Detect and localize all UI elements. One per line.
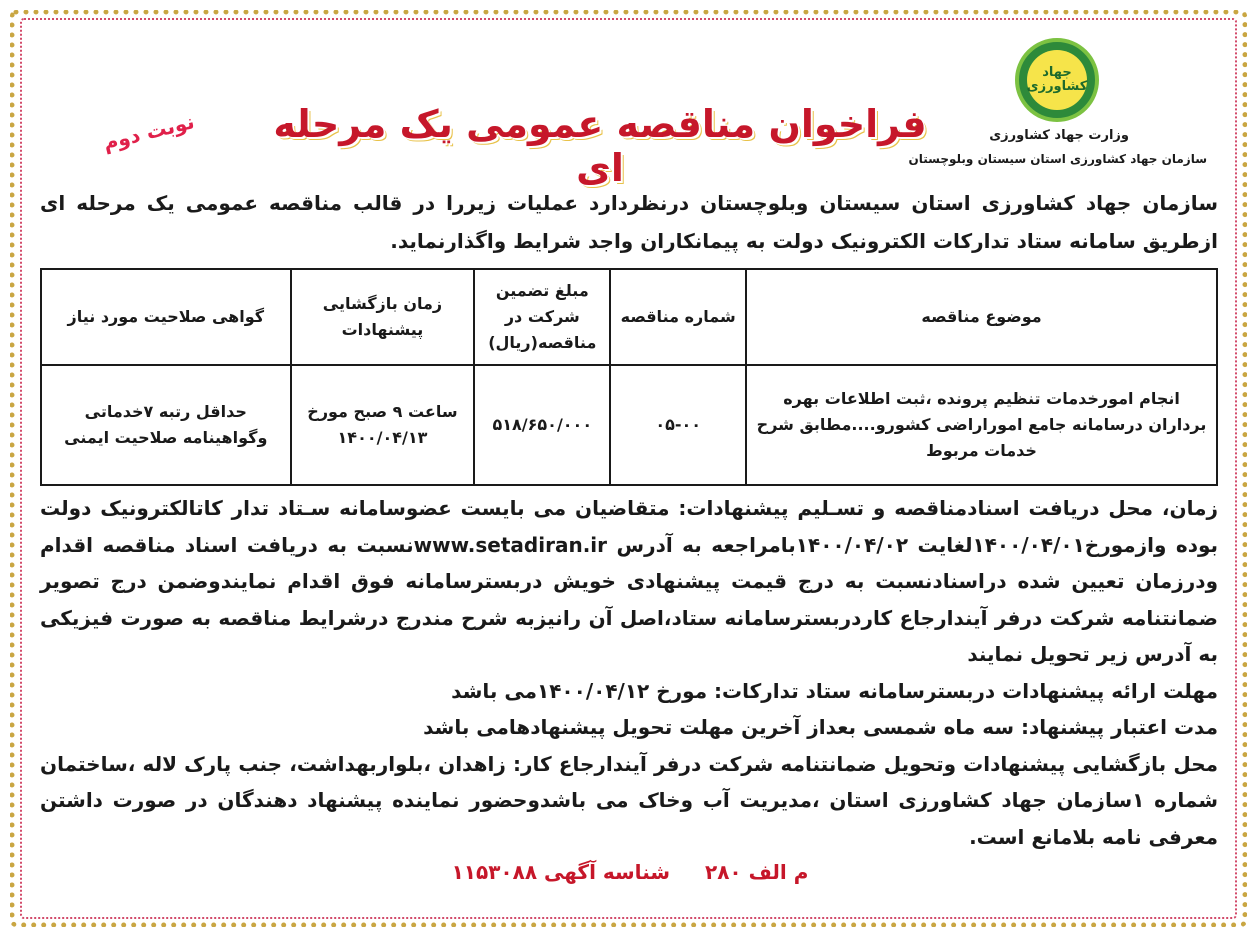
intro-paragraph: سازمان جهاد کشاورزی استان سیستان وبلوچستان درنظردارد عملیات زیررا در قالب مناقصه عمومی یک مرحله ای ازطریق سامانه ستاد تدارکات الکترونیک دولت به پیمانکاران واجد شرایط واگذارنماید.	[40, 191, 1218, 253]
deadline-paragraph: مهلت ارائه پیشنهادات دربسترسامانه ستاد تدارکات: مورخ ۱۴۰۰/۰۴/۱۲می باشد	[451, 678, 1218, 703]
tender-table	[40, 268, 1218, 486]
footer-code: م الف ۲۸۰	[705, 860, 809, 884]
submission-paragraph: زمان، محل دریافت اسنادمناقصه و تسـلیم پیشنهادات: متقاضیان می بایست عضوسامانه سـتاد تدار کاتالکترونیک دولت بوده وازمورخ۱۴۰۰/۰۴/۰۱لغایت ۱۴۰۰/۰۴/۰۲بامراجعه به آدرس www.setadiran.irنسبت به دریافت اسناد مناقصه اقدام ودرزمان تعیین شده دراسنادنسبت به درج قیمت پیشنهادی خویش دربسترسامانه فوق اقدام نمایندوضمن درج تصویر ضمانتنامه شرکت درفر آیندارجاع کاردربسترسامانه ستاد،اصل آن رانیزبه شرح مندرج درشرایط مناقصه به صورت فیزیکی به آدرس زیر تحویل نمایند	[40, 496, 1219, 666]
cell-subject: انجام امورخدمات تنظیم پرونده ،ثبت اطلاعات بهره برداران درسامانه جامع اموراراضی کشورو....مطابق شرح خدمات مربوط	[746, 365, 1217, 485]
page-title: فراخوان مناقصه عمومی یک مرحله ای	[273, 102, 927, 190]
ministry-name: وزارت جهاد کشاورزی	[989, 128, 1129, 143]
header-certificate: گواهی صلاحیت مورد نیاز	[41, 269, 291, 365]
header-opening: زمان بازگشایی پیشنهادات	[291, 269, 475, 365]
organization-name: سازمان جهاد کشاورزی استان سیستان وبلوچستان	[908, 152, 1207, 166]
org-logo-block	[908, 30, 1217, 180]
tender-details	[40, 490, 1218, 855]
opening-location-paragraph: محل بازگشایی پیشنهادات وتحویل ضمانتنامه شرکت درفر آیندارجاع کار: زاهدان ،بلواربهداشت، جنب پارک لاله ،ساختمان شماره ۱سازمان جهاد کشاورزی استان ،مدیریت آب وخاک می باشدوحضور نماینده پیشنهاد دهندگان در صورت داشتن معرفی نامه بلامانع است.	[40, 751, 1218, 849]
header-subject: موضوع مناقصه	[746, 269, 1217, 365]
cell-number: ۰۵-۰۰	[610, 365, 746, 485]
ministry-logo-icon	[1015, 38, 1099, 122]
header-guarantee: مبلغ تضمین شرکت در مناقصه(ریال)	[474, 269, 610, 365]
table-header-row	[41, 269, 1217, 365]
footer-ad-id: شناسه آگهی ۱۱۵۳۰۸۸	[451, 860, 671, 884]
validity-paragraph: مدت اعتبار پیشنهاد: سه ماه شمسی بعداز آخرین مهلت تحویل پیشنهادهامی باشد	[423, 715, 1218, 739]
cell-opening: ساعت ۹ صبح مورخ ۱۴۰۰/۰۴/۱۳	[291, 365, 475, 485]
cell-guarantee: ۵۱۸/۶۵۰/۰۰۰	[474, 365, 610, 485]
header-number: شماره مناقصه	[610, 269, 746, 365]
round-badge: نوبت دوم	[100, 109, 197, 155]
cell-certificate: حداقل رتبه ۷خدماتی وگواهینامه صلاحیت ایمنی	[41, 365, 291, 485]
header	[30, 30, 1227, 190]
footer	[400, 860, 860, 884]
logo-text: جهاد کشاورزی	[1027, 50, 1087, 110]
table-row	[41, 365, 1217, 485]
